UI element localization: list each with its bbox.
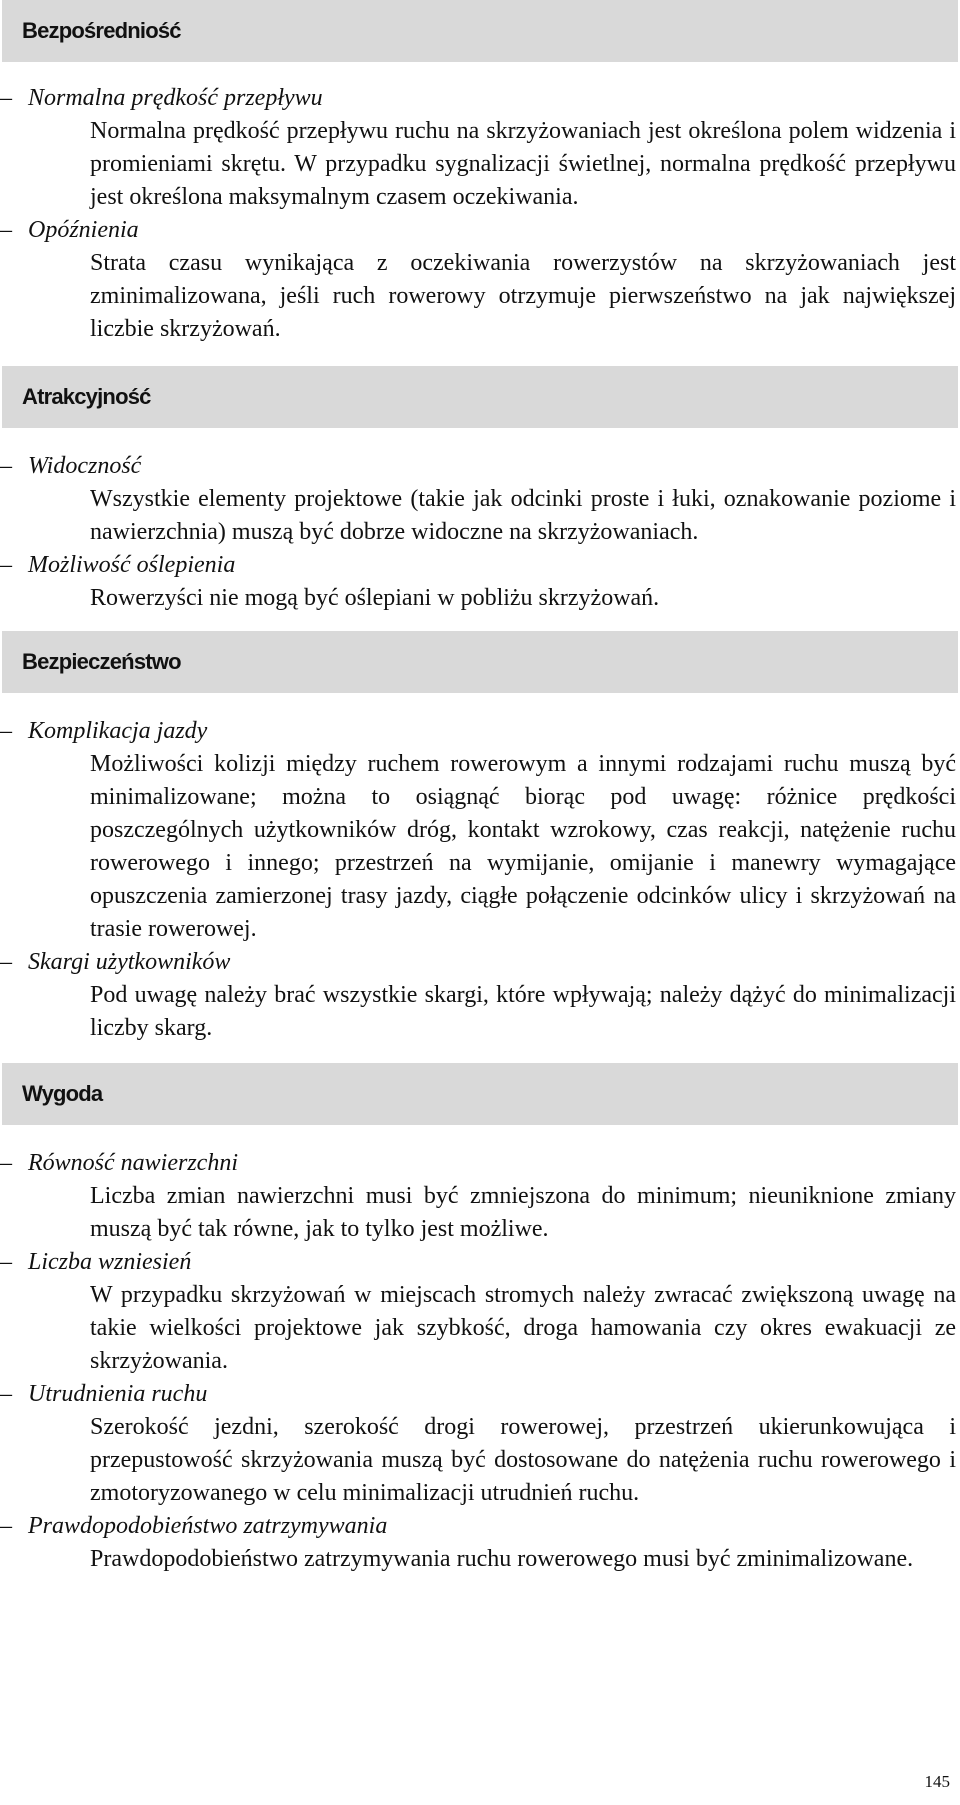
entry xyxy=(0,549,960,615)
section-body xyxy=(0,693,960,1063)
entry xyxy=(0,1378,960,1510)
section-title: Bezpieczeństwo xyxy=(22,649,181,674)
entry-term: – Równość nawierzchni xyxy=(0,1150,238,1176)
entry xyxy=(0,946,960,1045)
section-header xyxy=(2,631,958,693)
section-bezpieczenstwo xyxy=(0,631,960,1063)
section-body xyxy=(0,428,960,631)
section-title: Atrakcyjność xyxy=(22,384,151,409)
entry xyxy=(0,450,960,549)
entry-term: – Normalna prędkość przepływu xyxy=(0,85,323,111)
section-body xyxy=(0,62,960,366)
section-body xyxy=(0,1125,960,1592)
section-title: Bezpośredniość xyxy=(22,18,181,43)
section-header xyxy=(2,0,958,62)
entry-term: – Utrudnienia ruchu xyxy=(0,1381,208,1407)
entry xyxy=(0,214,960,346)
entry-text: Możliwości kolizji między ruchem rowerowym a innymi rodzajami ruchu muszą być minimalizowane; można to osiągnąć biorąc pod uwagę: różnice prędkości poszczególnych użytkowników dróg, kontakt wzrokowy, czas reakcji, natężenie ruchu rowerowego i innego; przestrzeń na wymijanie, omijanie i manewry wymagające opuszczenia zamierzonej trasy jazdy, ciągłe połączenie odcinków ulicy i skrzyżowań na trasie rowerowej. xyxy=(90,751,956,942)
entry-term: – Prawdopodobieństwo zatrzymywania xyxy=(0,1513,388,1539)
page-number: 145 xyxy=(924,1772,950,1791)
entry-text: Szerokość jezdni, szerokość drogi rowerowej, przestrzeń ukierunkowująca i przepustowość skrzyżowania muszą być dostosowane do natężenia ruchu rowerowego i zmotoryzowanego w celu minimalizacji utrudnień ruchu. xyxy=(90,1414,956,1506)
entry-term: – Skargi użytkowników xyxy=(0,949,231,975)
section-bezposredniosc xyxy=(0,0,960,366)
section-wygoda xyxy=(0,1063,960,1592)
section-header xyxy=(2,366,958,428)
section-atrakcyjnosc xyxy=(0,366,960,631)
entry-term: – Komplikacja jazdy xyxy=(0,718,208,744)
entry-text: Rowerzyści nie mogą być oślepiani w pobliżu skrzyżowań. xyxy=(90,585,660,611)
entry-term: – Możliwość oślepienia xyxy=(0,552,236,578)
entry-text: Pod uwagę należy brać wszystkie skargi, które wpływają; należy dążyć do minimalizacji liczby skarg. xyxy=(90,982,956,1041)
entry xyxy=(0,715,960,946)
entry-text: Strata czasu wynikająca z oczekiwania rowerzystów na skrzyżowaniach jest zminimalizowana, jeśli ruch rowerowy otrzymuje pierwszeństwo na jak największej liczbie skrzyżowań. xyxy=(90,250,956,342)
entry-text: Liczba zmian nawierzchni musi być zmniejszona do minimum; nieuniknione zmiany muszą być tak równe, jak to tylko jest możliwe. xyxy=(90,1183,956,1242)
section-header xyxy=(2,1063,958,1125)
entry-term: – Opóźnienia xyxy=(0,217,139,243)
entry-text: Wszystkie elementy projektowe (takie jak odcinki proste i łuki, oznakowanie poziome i nawierzchnia) muszą być dobrze widoczne na skrzyżowaniach. xyxy=(90,486,956,545)
entry xyxy=(0,1246,960,1378)
entry-term: – Liczba wzniesień xyxy=(0,1249,192,1275)
entry-term: – Widoczność xyxy=(0,453,142,479)
entry xyxy=(0,82,960,214)
entry-text: Normalna prędkość przepływu ruchu na skrzyżowaniach jest określona polem widzenia i promieniami skrętu. W przypadku sygnalizacji świetlnej, normalna prędkość przepływu jest określona maksymalnym czasem oczekiwania. xyxy=(90,118,956,210)
entry xyxy=(0,1147,960,1246)
entry xyxy=(0,1510,960,1576)
entry-text: W przypadku skrzyżowań w miejscach stromych należy zwracać zwiększoną uwagę na takie wielkości projektowe jak szybkość, droga hamowania czy okres ewakuacji ze skrzyżowania. xyxy=(90,1282,956,1374)
entry-text: Prawdopodobieństwo zatrzymywania ruchu rowerowego musi być zminimalizowane. xyxy=(90,1546,914,1572)
section-title: Wygoda xyxy=(22,1081,103,1106)
